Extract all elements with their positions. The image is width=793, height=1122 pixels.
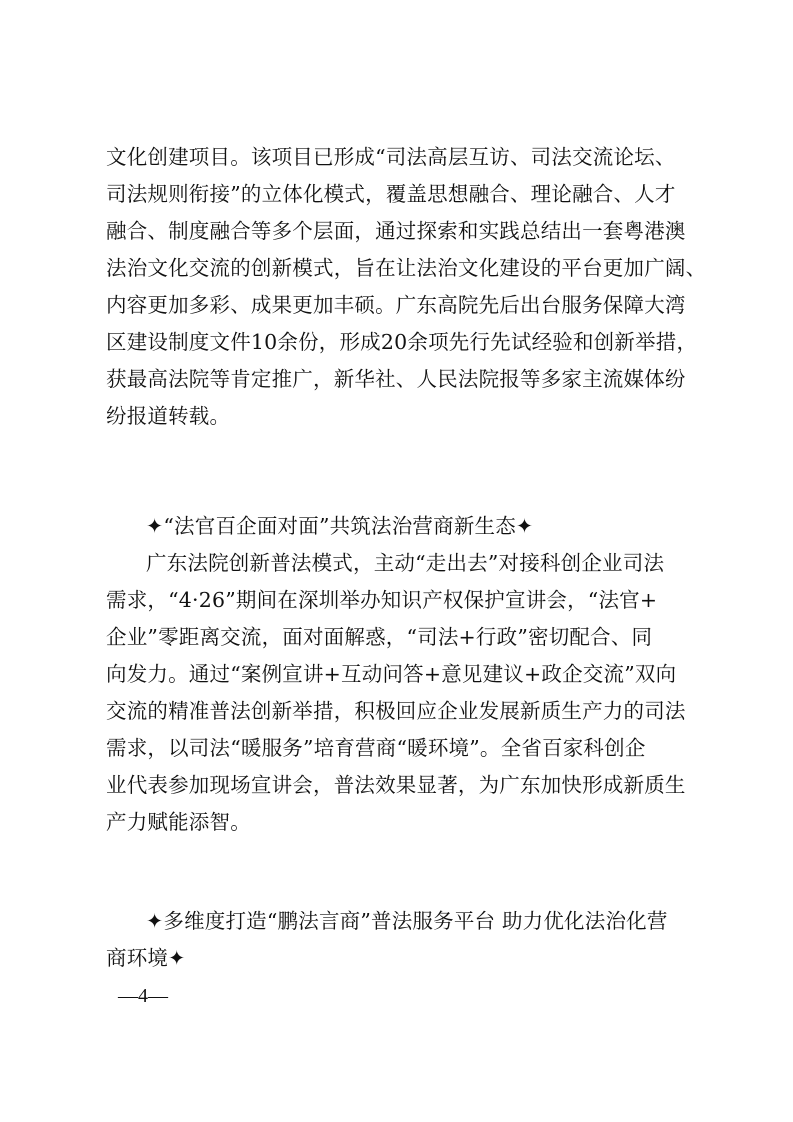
text-line: 需求，“4·26”期间在深圳举办知识产权保护宣讲会，“法官+ [106,588,658,612]
text-line: 向发力。通过“案例宣讲+互动问答+意见建议+政企交流”双向 [106,662,677,686]
text-line: 获最高法院等肯定推广，新华社、人民法院报等多家主流媒体纷 [106,367,686,391]
section-heading-line: 商环境✦ [106,946,186,970]
text-line: 企业”零距离交流，面对面解惑，“司法+行政”密切配合、同 [106,625,653,649]
text-line: 业代表参加现场宣讲会，普法效果显著，为广东加快形成新质生 [106,773,686,797]
text-line: 交流的精准普法创新举措，积极回应企业发展新质生产力的司法 [106,699,686,723]
text-line: 法治文化交流的创新模式，旨在让法治文化建设的平台更加广阔、 [106,256,707,280]
text-line: 内容更加多彩、成果更加丰硕。广东高院先后出台服务保障大湾 [106,293,686,317]
section-heading: ✦“法官百企面对面”共筑法治营商新生态✦ [146,514,534,538]
text-line: 区建设制度文件10余份，形成20余项先行先试经验和创新举措， [106,330,698,354]
text-line: 融合、制度融合等多个层面，通过探索和实践总结出一套粤港澳 [106,219,686,243]
text-line: 纷报道转载。 [106,404,231,428]
text-line: 文化创建项目。该项目已形成“司法高层互访、司法交流论坛、 [106,145,676,169]
text-line: 司法规则衔接”的立体化模式，覆盖思想融合、理论融合、人才 [106,182,676,206]
text-line: 产力赋能添智。 [106,810,251,834]
page-number: —4— [118,985,168,1007]
text-line: 广东法院创新普法模式，主动“走出去”对接科创企业司法 [146,551,665,575]
section-heading-line: ✦多维度打造“鹏法言商”普法服务平台 助力优化法治化营 [146,909,668,933]
text-line: 需求，以司法“暖服务”培育营商“暖环境”。全省百家科创企 [106,736,646,760]
